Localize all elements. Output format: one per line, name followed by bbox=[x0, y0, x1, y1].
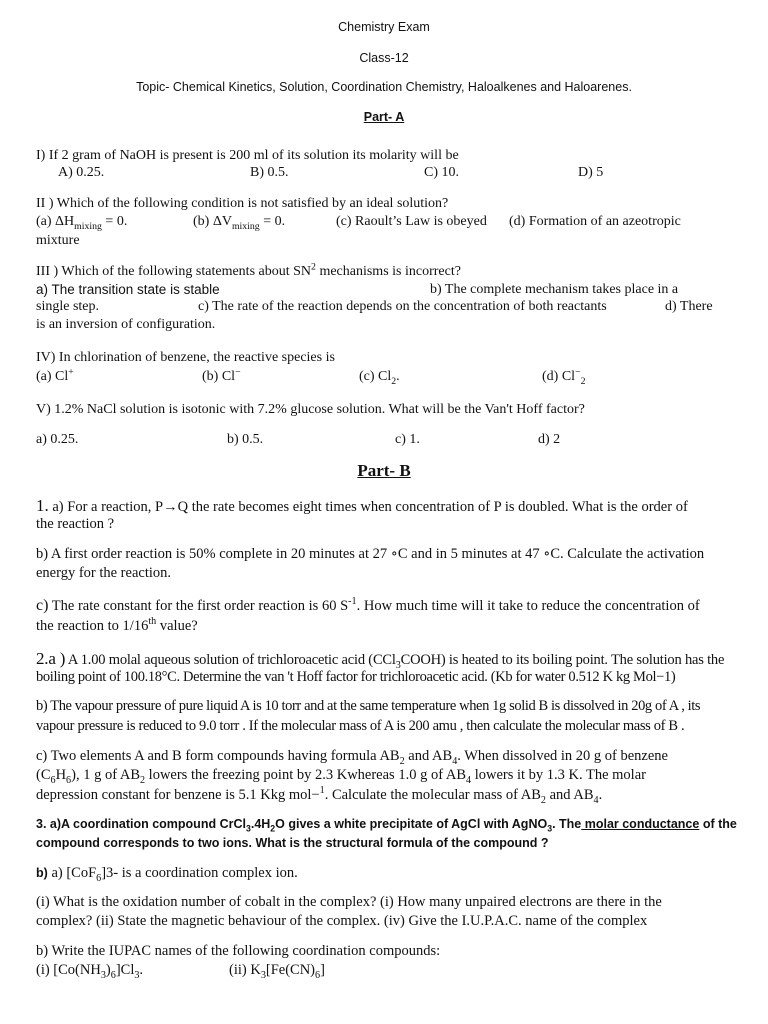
q5-text: V) 1.2% NaCl solution is isotonic with 7.2% glucose solution. What will be the Van't Hoff factor? bbox=[36, 402, 585, 417]
part-b-heading-text: Part- B bbox=[357, 461, 411, 480]
exam-class: Class-12 bbox=[359, 51, 409, 65]
q2-option-d: (d) Formation of an azeotropic bbox=[509, 214, 681, 229]
q2-option-b: (b) $\Delta V_{mixing} = 0$. bbox=[193, 214, 286, 232]
q3-text: III ) Which of the following statements about $SN^2$ mechanisms is incorrect? bbox=[36, 261, 461, 279]
q5-option-b: b) 0.5. bbox=[227, 432, 264, 447]
b3b-line: b) a) [CoF$_6$]3- is a coordination complex ion. bbox=[36, 865, 298, 884]
q2-text: II ) Which of the following condition is not satisfied by an ideal solution? bbox=[36, 196, 449, 211]
b2c-line1: c) Two elements A and B form compounds having formula $AB_2$ and $AB_4$. When dissolved in 20 g of benzene bbox=[36, 748, 668, 767]
b3d-item-i: (i) $[Co(NH_3)_6]Cl_3$. bbox=[36, 962, 144, 981]
q4-option-b: (b) Cl− bbox=[202, 366, 241, 384]
part-b-heading bbox=[0, 461, 768, 481]
q1-option-b: B) 0.5. bbox=[250, 165, 289, 180]
q3-line4: is an inversion of configuration. bbox=[36, 317, 216, 332]
b3d-line1: b) Write the IUPAC names of the following coordination compounds: bbox=[36, 943, 441, 959]
b1a-line1: 1. a) For a reaction, P→Q the rate becomes eight times when concentration of P is doubled. What is the order of bbox=[36, 496, 688, 515]
exam-title: Chemistry Exam bbox=[338, 20, 430, 34]
b2a-line1: 2.a ) A 1.00 molal aqueous solution of trichloroacetic acid (CCl$_3$COOH) is heated to its boiling point. The solution has the bbox=[36, 649, 725, 671]
q5-option-a: a) 0.25. bbox=[36, 432, 79, 447]
b2b-line2: vapour pressure is reduced to 9.0 torr . If the molecular mass of A is 200 amu , then calculate the molecular mass of B . bbox=[36, 718, 685, 734]
q5-option-c: c) 1. bbox=[395, 432, 420, 447]
b3a-line2: compound corresponds to two ions. What is the structural formula of the compound ? bbox=[36, 836, 549, 850]
q4-option-a: (a) Cl+ bbox=[36, 366, 74, 384]
q2-option-d-cont: mixture bbox=[36, 233, 80, 248]
b1a-line2: the reaction ? bbox=[36, 516, 115, 532]
q1-option-c: C) 10. bbox=[424, 165, 459, 180]
q1-text: I) If 2 gram of NaOH is present is 200 ml of its solution its molarity will be bbox=[36, 148, 459, 163]
q3-option-d: d) There bbox=[665, 299, 713, 314]
q2-option-a: (a) $\Delta H_{mixing} = 0$. bbox=[36, 214, 128, 232]
b3c-line2: complex? (ii) State the magnetic behaviour of the complex. (iv) Give the I.U.P.A.C. name of the complex bbox=[36, 913, 648, 929]
exam-topic: Topic- Chemical Kinetics, Solution, Coordination Chemistry, Haloalkenes and Haloarenes. bbox=[136, 80, 632, 94]
b1c-line2: the reaction to 1/16th value? bbox=[36, 616, 198, 634]
b2c-line2: $(C_6H_6)$, 1 g of $AB_2$ lowers the freezing point by 2.3 Kwhereas 1.0 g of $AB_4$ lowers it by 1.3 K. The molar bbox=[36, 767, 646, 786]
q1-option-d: D) 5 bbox=[578, 165, 604, 180]
b3c-line1: (i) What is the oxidation number of cobalt in the complex? (i) How many unpaired electrons are there in the bbox=[36, 894, 662, 910]
q2-option-c: (c) Raoult’s Law is obeyed bbox=[336, 214, 487, 229]
q3-line3-start: single step. bbox=[36, 299, 99, 314]
b2b-line1: b) The vapour pressure of pure liquid A is 10 torr and at the same temperature when 1g solid B is dissolved in 20g of A , its bbox=[36, 698, 701, 714]
q3-option-a: a) The transition state is stable bbox=[36, 282, 220, 297]
q1-option-a: A) 0.25. bbox=[58, 165, 105, 180]
part-a-heading-text: Part- A bbox=[363, 110, 405, 124]
q4-option-c: (c) $Cl_2$. bbox=[359, 369, 400, 387]
b3d-item-ii: (ii) $K_3[Fe(CN)_6]$ bbox=[229, 962, 325, 981]
q3-option-b: b) The complete mechanism takes place in a bbox=[430, 282, 679, 297]
b1c-line1: c) The rate constant for the first order reaction is 60 $S^{-1}$. How much time will it take to reduce the concentration of bbox=[36, 596, 700, 614]
q4-option-d: (d) $Cl^-_2$ bbox=[542, 366, 586, 387]
q3-option-c: c) The rate of the reaction depends on the concentration of both reactants bbox=[198, 299, 607, 314]
b1b-line1: b) A first order reaction is 50% complete in 20 minutes at 27 ∘C and in 5 minutes at 47 ∘C. Calculate the activation bbox=[36, 546, 705, 562]
b2a-line2: boiling point of 100.18°C. Determine the van 't Hoff factor for trichloroacetic acid. (Kb for water 0.512 K kg Mol−1) bbox=[36, 669, 676, 685]
b1b-line2: energy for the reaction. bbox=[36, 565, 172, 581]
b3a-line1: 3. a)A coordination compound $CrCl_3.4H_2O$ gives a white precipitate of AgCl with AgNO$_3$. The molar conductance of the bbox=[36, 817, 737, 834]
q5-option-d: d) 2 bbox=[538, 432, 561, 447]
b2c-line3: depression constant for benzene is 5.1 Kkg mol−$^1$. Calculate the molecular mass of $AB_2$ and $AB_4$. bbox=[36, 785, 603, 806]
part-a-heading bbox=[0, 110, 768, 124]
q4-text: IV) In chlorination of benzene, the reactive species is bbox=[36, 350, 335, 365]
